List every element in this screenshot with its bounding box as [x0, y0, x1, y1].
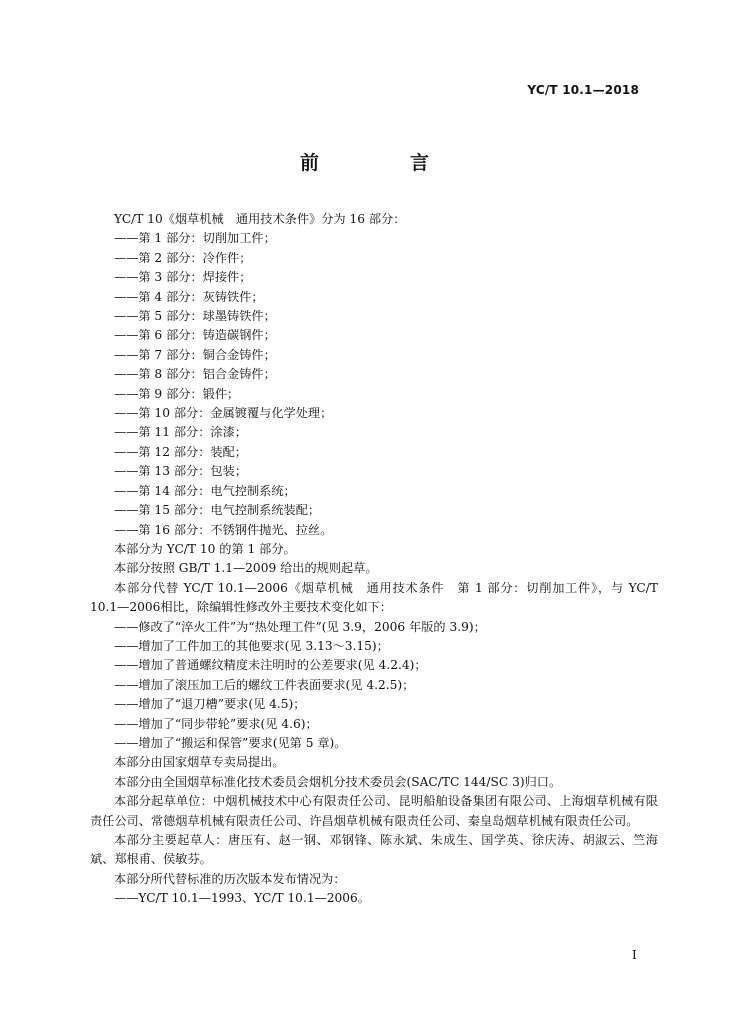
list-item: ——第 6 部分：铸造碳钢件；	[114, 328, 276, 343]
page-number: I	[632, 948, 637, 962]
list-item: ——YC/T 10.1—1993、YC/T 10.1—2006。	[114, 891, 370, 906]
list-item: ——第 9 部分：锻件；	[114, 386, 240, 401]
list-item: ——第 13 部分：包装；	[114, 464, 247, 479]
paragraph: 本部分主要起草人：唐压有、赵一钢、邓钢锋、陈永斌、朱成生、国学英、徐庆涛、胡淑云、竺海斌、郑根甫、侯敏芬。	[90, 833, 658, 867]
list-item: ——第 8 部分：铝合金铸件；	[114, 367, 276, 382]
paragraph: YC/T 10《烟草机械 通用技术条件》分为 16 部分：	[114, 212, 406, 226]
paragraph: 本部分代替 YC/T 10.1—2006《烟草机械 通用技术条件 第 1 部分：切削加工件》，与 YC/T 10.1—2006相比，除编辑性修改外主要技术变化如下：	[90, 580, 658, 615]
list-item: ——第 14 部分：电气控制系统；	[114, 483, 296, 498]
paragraph: 本部分由国家烟草专卖局提出。	[114, 755, 285, 770]
list-item: ——修改了“淬火工件”为“热处理工件”(见 3.9，2006 年版的 3.9)；	[114, 619, 486, 634]
list-item: ——第 5 部分：球墨铸铁件；	[114, 309, 276, 324]
paragraph: 本部分为 YC/T 10 的第 1 部分。	[114, 541, 296, 556]
paragraph: 本部分由全国烟草标准化技术委员会烟机分技术委员会(SAC/TC 144/SC 3)归口。	[114, 774, 562, 789]
list-item: ——第 11 部分：涂漆；	[114, 425, 247, 440]
list-item: ——第 15 部分：电气控制系统装配；	[114, 503, 321, 518]
paragraph: 本部分所代替标准的历次版本发布情况为：	[114, 871, 346, 886]
foreword-body	[90, 210, 658, 909]
list-item: ——第 10 部分：金属镀覆与化学处理；	[114, 406, 333, 421]
paragraph: 本部分起草单位：中烟机械技术中心有限责任公司、昆明船舶设备集团有限公司、上海烟草机械有限责任公司、常德烟草机械有限责任公司、许昌烟草机械有限责任公司、秦皇岛烟草机械有限责任公司。	[90, 794, 658, 828]
list-item: ——第 3 部分：焊接件；	[114, 270, 252, 285]
list-item: ——第 1 部分：切削加工件；	[114, 231, 276, 246]
list-item: ——增加了“同步带轮”要求(见 4.6)；	[114, 716, 318, 731]
paragraph: 本部分按照 GB/T 1.1—2009 给出的规则起草。	[114, 561, 378, 576]
list-item: ——增加了“搬运和保管”要求(见第 5 章)。	[114, 735, 347, 750]
list-item: ——第 16 部分：不锈钢件抛光、拉丝。	[114, 522, 333, 537]
foreword-title: 前 言	[299, 152, 465, 174]
list-item: ——第 7 部分：铜合金铸件；	[114, 347, 276, 362]
list-item: ——增加了滚压加工后的螺纹工件表面要求(见 4.2.5)；	[114, 677, 415, 692]
list-item: ——增加了工件加工的其他要求(见 3.13～3.15)；	[114, 638, 389, 653]
list-item: ——增加了“退刀槽”要求(见 4.5)；	[114, 697, 306, 712]
standard-code: YC/T 10.1—2018	[527, 83, 639, 97]
list-item: ——第 2 部分：冷作件；	[114, 250, 252, 265]
list-item: ——增加了普通螺纹精度未注明时的公差要求(见 4.2.4)；	[114, 658, 427, 673]
list-item: ——第 12 部分：装配；	[114, 444, 247, 459]
list-item: ——第 4 部分：灰铸铁件；	[114, 289, 264, 304]
